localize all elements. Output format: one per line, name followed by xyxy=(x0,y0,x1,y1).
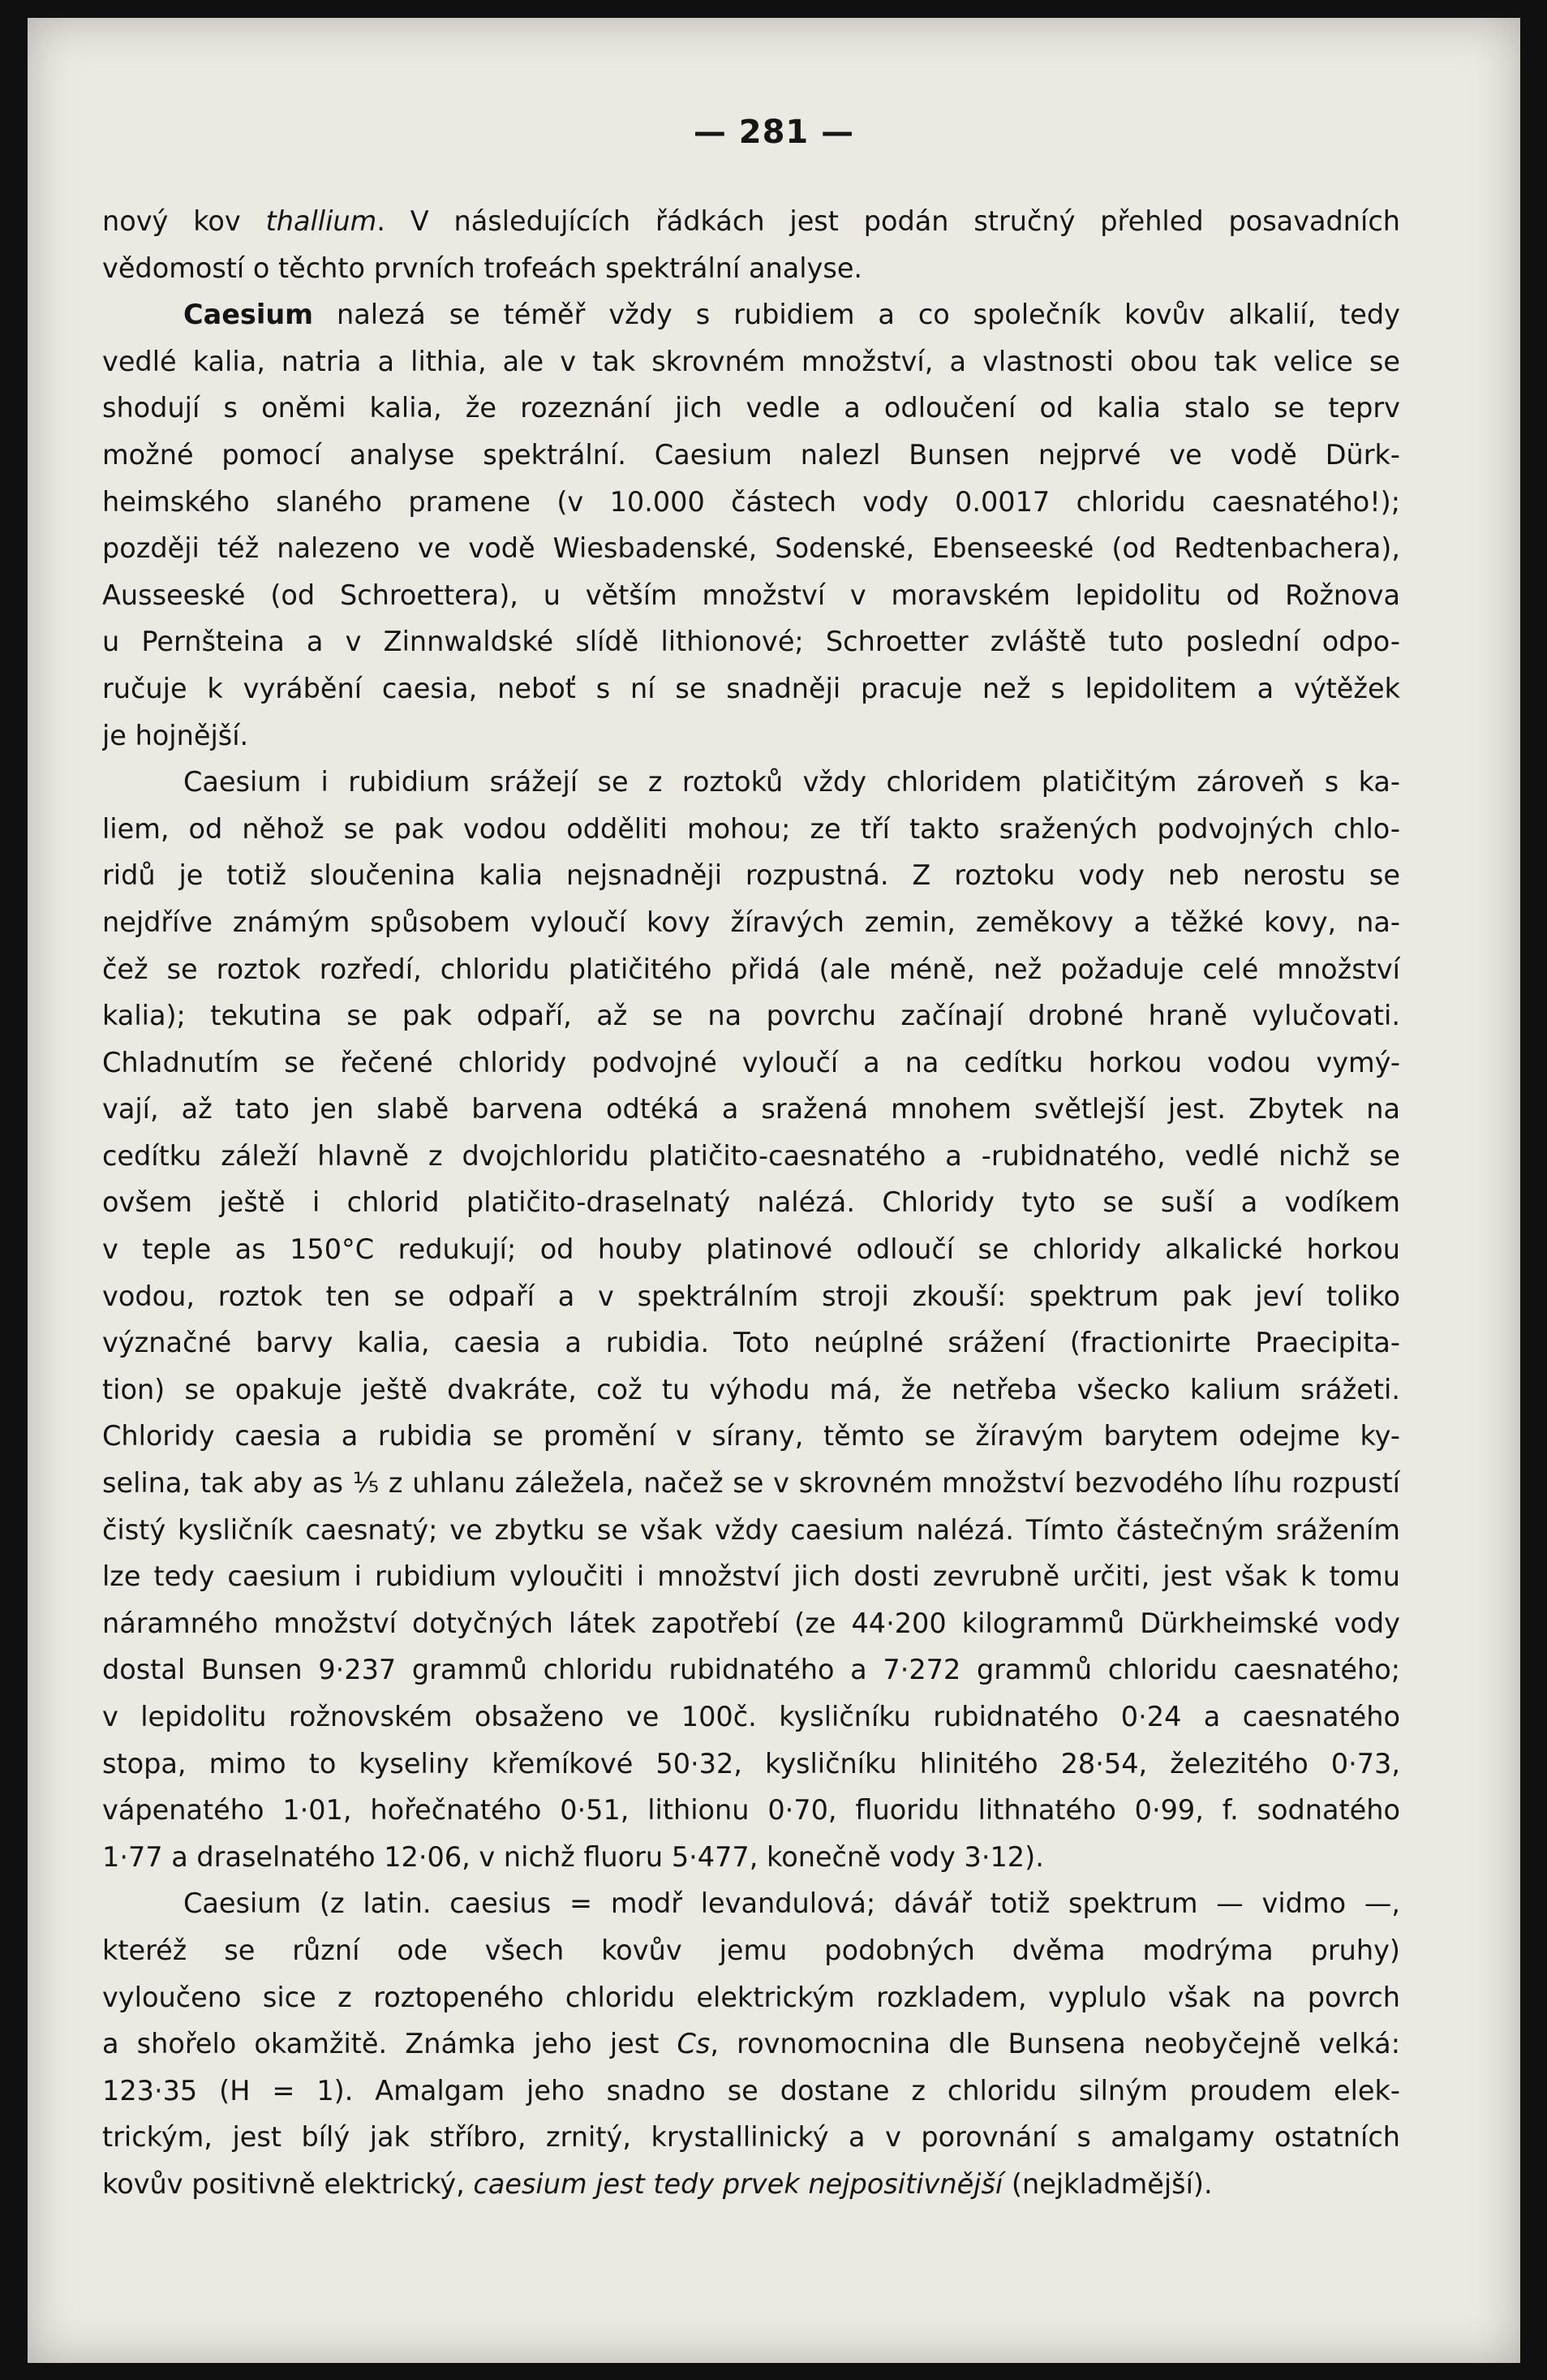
text-line xyxy=(102,992,1400,1039)
text-segment: význačné barvy kalia, caesia a rubidia. Toto neúplné srážení (fractionirte Praecipita- xyxy=(102,1327,1400,1359)
text-line xyxy=(102,1834,1400,1881)
text-line xyxy=(102,2114,1400,2161)
page-number: — 281 — xyxy=(693,114,855,151)
text-line xyxy=(102,2161,1400,2208)
text-line xyxy=(102,1927,1400,1974)
text-segment: cedítku záleží hlavně z dvojchloridu platičito-caesnatého a -rubidnatého, vedlé nichž se xyxy=(102,1139,1400,1172)
text-segment: thallium xyxy=(265,205,377,237)
text-segment: 1·77 a draselnatého 12·06, v nichž fluoru 5·477, konečně vody 3·12). xyxy=(102,1840,1044,1873)
text-segment: čež se roztok rozředí, chloridu platičitého přidá (ale méně, než požaduje celé množství xyxy=(102,953,1400,985)
text-segment: vědomostí o těchto prvních trofeách spektrální analyse. xyxy=(102,252,863,284)
text-segment: později též nalezeno ve vodě Wiesbadenské, Sodenské, Ebenseeské (od Redtenbachera), xyxy=(102,532,1400,565)
text-line xyxy=(102,572,1400,619)
text-line xyxy=(102,665,1400,712)
text-segment: Chloridy caesia a rubidia se promění v sírany, těmto se žíravým barytem odejme ky- xyxy=(102,1420,1400,1453)
text-segment: trickým, jest bílý jak stříbro, zrnitý, krystallinický a v porovnání s amalgamy ostatních xyxy=(102,2121,1400,2154)
text-segment: kalia); tekutina se pak odpaří, až se na povrchu začínají drobné hraně vylučovati. xyxy=(102,1000,1400,1032)
text-segment: Caesium (z latin. caesius = modř levandulová; dávář totiž spektrum — vidmo —, xyxy=(183,1887,1400,1920)
text-segment: Cs xyxy=(677,2028,711,2060)
text-segment: vají, až tato jen slabě barvena odtéká a sražená mnohem světlejší jest. Zbytek na xyxy=(102,1093,1400,1125)
text-line xyxy=(102,525,1400,572)
text-line xyxy=(102,806,1400,853)
text-segment: lze tedy caesium i rubidium vyloučiti i množství jich dosti zevrubně určiti, jest však k tomu xyxy=(102,1560,1400,1593)
text-segment: selina, tak aby as ⅕ z uhlanu záležela, načež se v skrovném množství bezvodého líhu rozpustí xyxy=(102,1467,1400,1500)
text-segment: je hojnější. xyxy=(102,719,249,751)
text-line xyxy=(102,479,1400,526)
text-segment: , rovnomocnina dle Bunsena neobyčejně velká: xyxy=(710,2028,1400,2060)
text-line xyxy=(102,1366,1400,1414)
text-line xyxy=(102,1741,1400,1788)
text-segment: liem, od něhož se pak vodou odděliti mohou; ze tří takto sražených podvojných chlo- xyxy=(102,812,1400,845)
text-segment: . V následujících řádkách jest podán stručný přehled posavadních xyxy=(376,205,1400,237)
text-segment: heimského slaného pramene (v 10.000 částech vody 0.0017 chloridu caesnatého!); xyxy=(102,485,1400,518)
text-segment: nejdříve známým spůsobem vyloučí kovy žíravých zemin, zeměkovy a těžké kovy, na- xyxy=(102,906,1400,938)
text-line xyxy=(102,1086,1400,1133)
text-segment: vodou, roztok ten se odpaří a v spektrálním stroji zkouší: spektrum pak jeví toliko xyxy=(102,1280,1400,1312)
text-segment: náramného množství dotyčných látek zapotřebí (ze 44·200 kilogrammů Dürkheimské vody xyxy=(102,1607,1400,1639)
text-line xyxy=(102,385,1400,432)
text-line xyxy=(102,712,1400,760)
text-segment: stopa, mimo to kyseliny křemíkové 50·32, kysličníku hlinitého 28·54, železitého 0·73, xyxy=(102,1747,1400,1780)
text-segment: shodují s oněmi kalia, že rozeznání jich vedle a odloučení od kalia stalo se teprv xyxy=(102,392,1400,424)
text-line xyxy=(102,759,1400,806)
text-line xyxy=(102,1646,1400,1694)
text-segment: ridů je totiž sloučenina kalia nejsnadněji rozpustná. Z roztoku vody neb nerostu se xyxy=(102,859,1400,892)
text-segment: ručuje k vyrábění caesia, neboť s ní se snadněji pracuje než s lepidolitem a výtěžek xyxy=(102,672,1400,704)
text-segment: a shořelo okamžitě. Známka jeho jest xyxy=(102,2028,677,2060)
text-line xyxy=(102,1133,1400,1180)
text-segment: kovův positivně elektrický, xyxy=(102,2167,474,2200)
text-segment: 123·35 (H = 1). Amalgam jeho snadno se dostane z chloridu silným proudem elek- xyxy=(102,2074,1400,2107)
text-segment: vyloučeno sice z roztopeného chloridu elektrickým rozkladem, vyplulo však na povrch xyxy=(102,1981,1400,2013)
text-line xyxy=(102,338,1400,385)
text-segment: možné pomocí analyse spektrální. Caesium nalezl Bunsen nejprvé ve vodě Dürk- xyxy=(102,438,1400,471)
text-line xyxy=(102,946,1400,993)
text-line xyxy=(102,1179,1400,1226)
text-line xyxy=(102,2068,1400,2115)
text-segment: nový kov xyxy=(102,205,266,237)
text-segment: nalezá se téměř vždy s rubidiem a co společník kovův alkalií, tedy xyxy=(313,299,1400,331)
text-line xyxy=(102,899,1400,946)
text-segment: u Pernšteina a v Zinnwaldské slídě lithionové; Schroetter zvláště tuto poslední odpo- xyxy=(102,626,1400,658)
text-segment: caesium jest tedy prvek nejpositivnější xyxy=(473,2167,1003,2200)
text-line xyxy=(102,245,1400,292)
text-line xyxy=(102,1600,1400,1647)
text-segment: ovšem ještě i chlorid platičito-draselnatý nalézá. Chloridy tyto se suší a vodíkem xyxy=(102,1186,1400,1219)
text-line xyxy=(102,1039,1400,1087)
body-text xyxy=(102,198,1400,2208)
text-segment: Chladnutím se řečené chloridy podvojné vyloučí a na cedítku horkou vodou vymý- xyxy=(102,1046,1400,1078)
text-line xyxy=(102,2021,1400,2068)
text-line xyxy=(102,852,1400,899)
text-line xyxy=(102,1460,1400,1507)
text-line xyxy=(102,1226,1400,1273)
text-line xyxy=(102,1880,1400,1927)
text-segment: v teple as 150°C redukují; od houby platinové odloučí se chloridy alkalické horkou xyxy=(102,1233,1400,1266)
text-segment: Caesium i rubidium srážejí se z roztoků vždy chloridem platičitým zároveň s ka- xyxy=(183,766,1400,798)
text-line xyxy=(102,1273,1400,1320)
text-segment: (nejkladmější). xyxy=(1003,2167,1213,2200)
text-line xyxy=(102,291,1400,338)
text-line xyxy=(102,1974,1400,2021)
text-line xyxy=(102,1694,1400,1741)
text-segment: v lepidolitu rožnovském obsaženo ve 100č. kysličníku rubidnatého 0·24 a caesnatého xyxy=(102,1701,1400,1732)
text-line xyxy=(102,432,1400,479)
text-segment: kteréž se různí ode všech kovův jemu podobných dvěma modrýma pruhy) xyxy=(102,1934,1400,1966)
text-line xyxy=(102,198,1400,245)
text-segment: dostal Bunsen 9·237 grammů chloridu rubidnatého a 7·272 grammů chloridu caesnatého; xyxy=(102,1654,1400,1686)
text-segment: Ausseeské (od Schroettera), u větším množství v moravském lepidolitu od Rožnova xyxy=(102,579,1400,611)
text-segment: tion) se opakuje ještě dvakráte, což tu výhodu má, že netřeba všecko kalium srážeti. xyxy=(102,1373,1400,1405)
text-line xyxy=(102,1787,1400,1834)
text-line xyxy=(102,618,1400,665)
text-line xyxy=(102,1507,1400,1554)
text-line xyxy=(102,1413,1400,1460)
text-line xyxy=(102,1319,1400,1366)
text-segment: Caesium xyxy=(183,299,314,331)
book-page xyxy=(28,18,1520,2363)
text-segment: vápenatého 1·01, hořečnatého 0·51, lithionu 0·70, fluoridu lithnatého 0·99, f. sodnatého xyxy=(102,1794,1400,1827)
text-segment: čistý kysličník caesnatý; ve zbytku se však vždy caesium nalézá. Tímto částečným srážením xyxy=(102,1513,1400,1546)
text-segment: vedlé kalia, natria a lithia, ale v tak skrovném množství, a vlastnosti obou tak velice se xyxy=(102,345,1400,377)
text-line xyxy=(102,1553,1400,1600)
